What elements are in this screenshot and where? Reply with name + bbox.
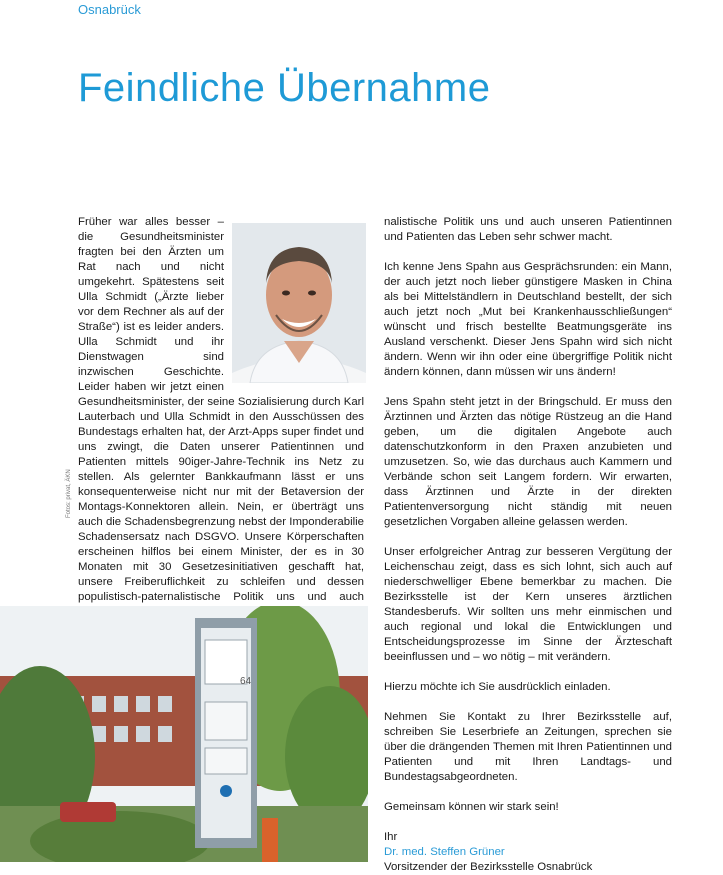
author-portrait: [232, 223, 366, 383]
paragraph-6: Nehmen Sie Kontakt zu Ihrer Bezirksstelle auf, schreiben Sie Leserbriefe an Zeitungen, sprechen sie über die drängenden Themen mit Ihren Patientinnen und Patienten und mit Ihren Landtags- und Bundestagsabgeordneten.: [384, 711, 672, 783]
signature-name: Dr. med. Steffen Grüner: [384, 846, 505, 858]
signature-role: Vorsitzender der Bezirksstelle Osnabrück: [384, 861, 593, 873]
paragraph-4: Unser erfolgreicher Antrag zur besseren Vergütung der Leichenschau zeigt, dass es sich lohnt, sich auch auf niederschwelliger Ebene bemerkbar zu machen. Die Bezirksstelle ist der Kern unseres ärztlichen Standesberufs. Wir sollten uns mehr einmischen und auch regional und lokal die Entwicklungen und Entscheidungsprozesse im Sinne der Ärzteschaft beeinflussen und – wo nötig – mit verändern.: [384, 546, 672, 663]
left-column: [78, 215, 364, 635]
section-tag: Osnabrück: [78, 2, 141, 17]
page-title: Feindliche Übernahme: [78, 66, 491, 110]
paragraph-7: Gemeinsam können wir stark sein!: [384, 801, 559, 813]
left-column-text: Früher war alles besser – die Gesundheitsminister fragten bei den Ärzten um Rat nach und nicht umgekehrt. Spätestens seit Ulla Schmidt („Ärzte lieber vor dem Rechner als auf der Straße“) ist es leider anders. Ulla Schmidt und ihr Dienstwagen sind inzwischen Geschichte. Leider haben wir jetzt einen Gesundheitsminister, der seine Sozialisierung durch Karl Lauterbach und Ulla Schmidt in den Ausschüssen des Bundestags erhalten hat, der Arzt-Apps super findet und uns zwingt, die Daten unserer Patientinnen und Patienten mittels 90iger-Jahre-Technik ins Netz zu stellen. Als gelernter Bankkaufmann lässt er uns konsequenterweise nicht nur mit der Betaversion der Montags-Konnektoren allein. Nein, er überträgt uns auch die Schadensbegrenzung nebst der Imponderabilie Schadensersatz nach DSGVO. Unsere Körperschaften erscheinen hilflos bei einem Minister, der es in 30 Monaten mit 30 Gesetzesinitiativen geschafft hat, unsere Freiberuflichkeit zu schleifen und dessen populistisch-paternalistische Politik uns und auch: [78, 216, 364, 603]
paragraph-2: Ich kenne Jens Spahn aus Gesprächsrunden: ein Mann, der auch jetzt noch lieber günstigere Masken in China als bei Mittelständlern in Deutschland bestellt, der sich auch jetzt noch „Mut bei Krankenhausschließungen“ wünscht und frisch bestellte Beatmungsgeräte ins Ausland verschenkt. Dieser Jens Spahn wird sich nicht ändern. Wenn wir ihn oder eine übergriffige Politik nicht ändern können, dann müssen wir uns ändern!: [384, 261, 672, 378]
paragraph-3: Jens Spahn steht jetzt in der Bringschuld. Er muss den Ärztinnen und Ärzten das nötige Rüstzeug an die Hand geben, um die digitalen Angebote auch datenschutzkonform in den Praxen anzubieten und umzusetzen. So, wie das durchaus auch Kammern und Verbände schon seit Langem fordern. Wir erwarten, dass Ärztinnen und Ärzte in der direkten Patientenversorgung nicht ständig mit neuen gesetzlichen Vorgaben alleine gelassen werden.: [384, 396, 672, 528]
paragraph-1: nalistische Politik uns und auch unseren Patientinnen und Patienten das Leben sehr schwer macht.: [384, 216, 672, 243]
right-column: [384, 215, 672, 875]
sign-number: 64: [240, 676, 252, 687]
paragraph-5: Hierzu möchte ich Sie ausdrücklich einladen.: [384, 681, 611, 693]
signature-salutation: Ihr: [384, 831, 398, 843]
building-photo: [0, 606, 368, 862]
photo-credit: Fotos: privat, ÄKN: [66, 469, 72, 518]
